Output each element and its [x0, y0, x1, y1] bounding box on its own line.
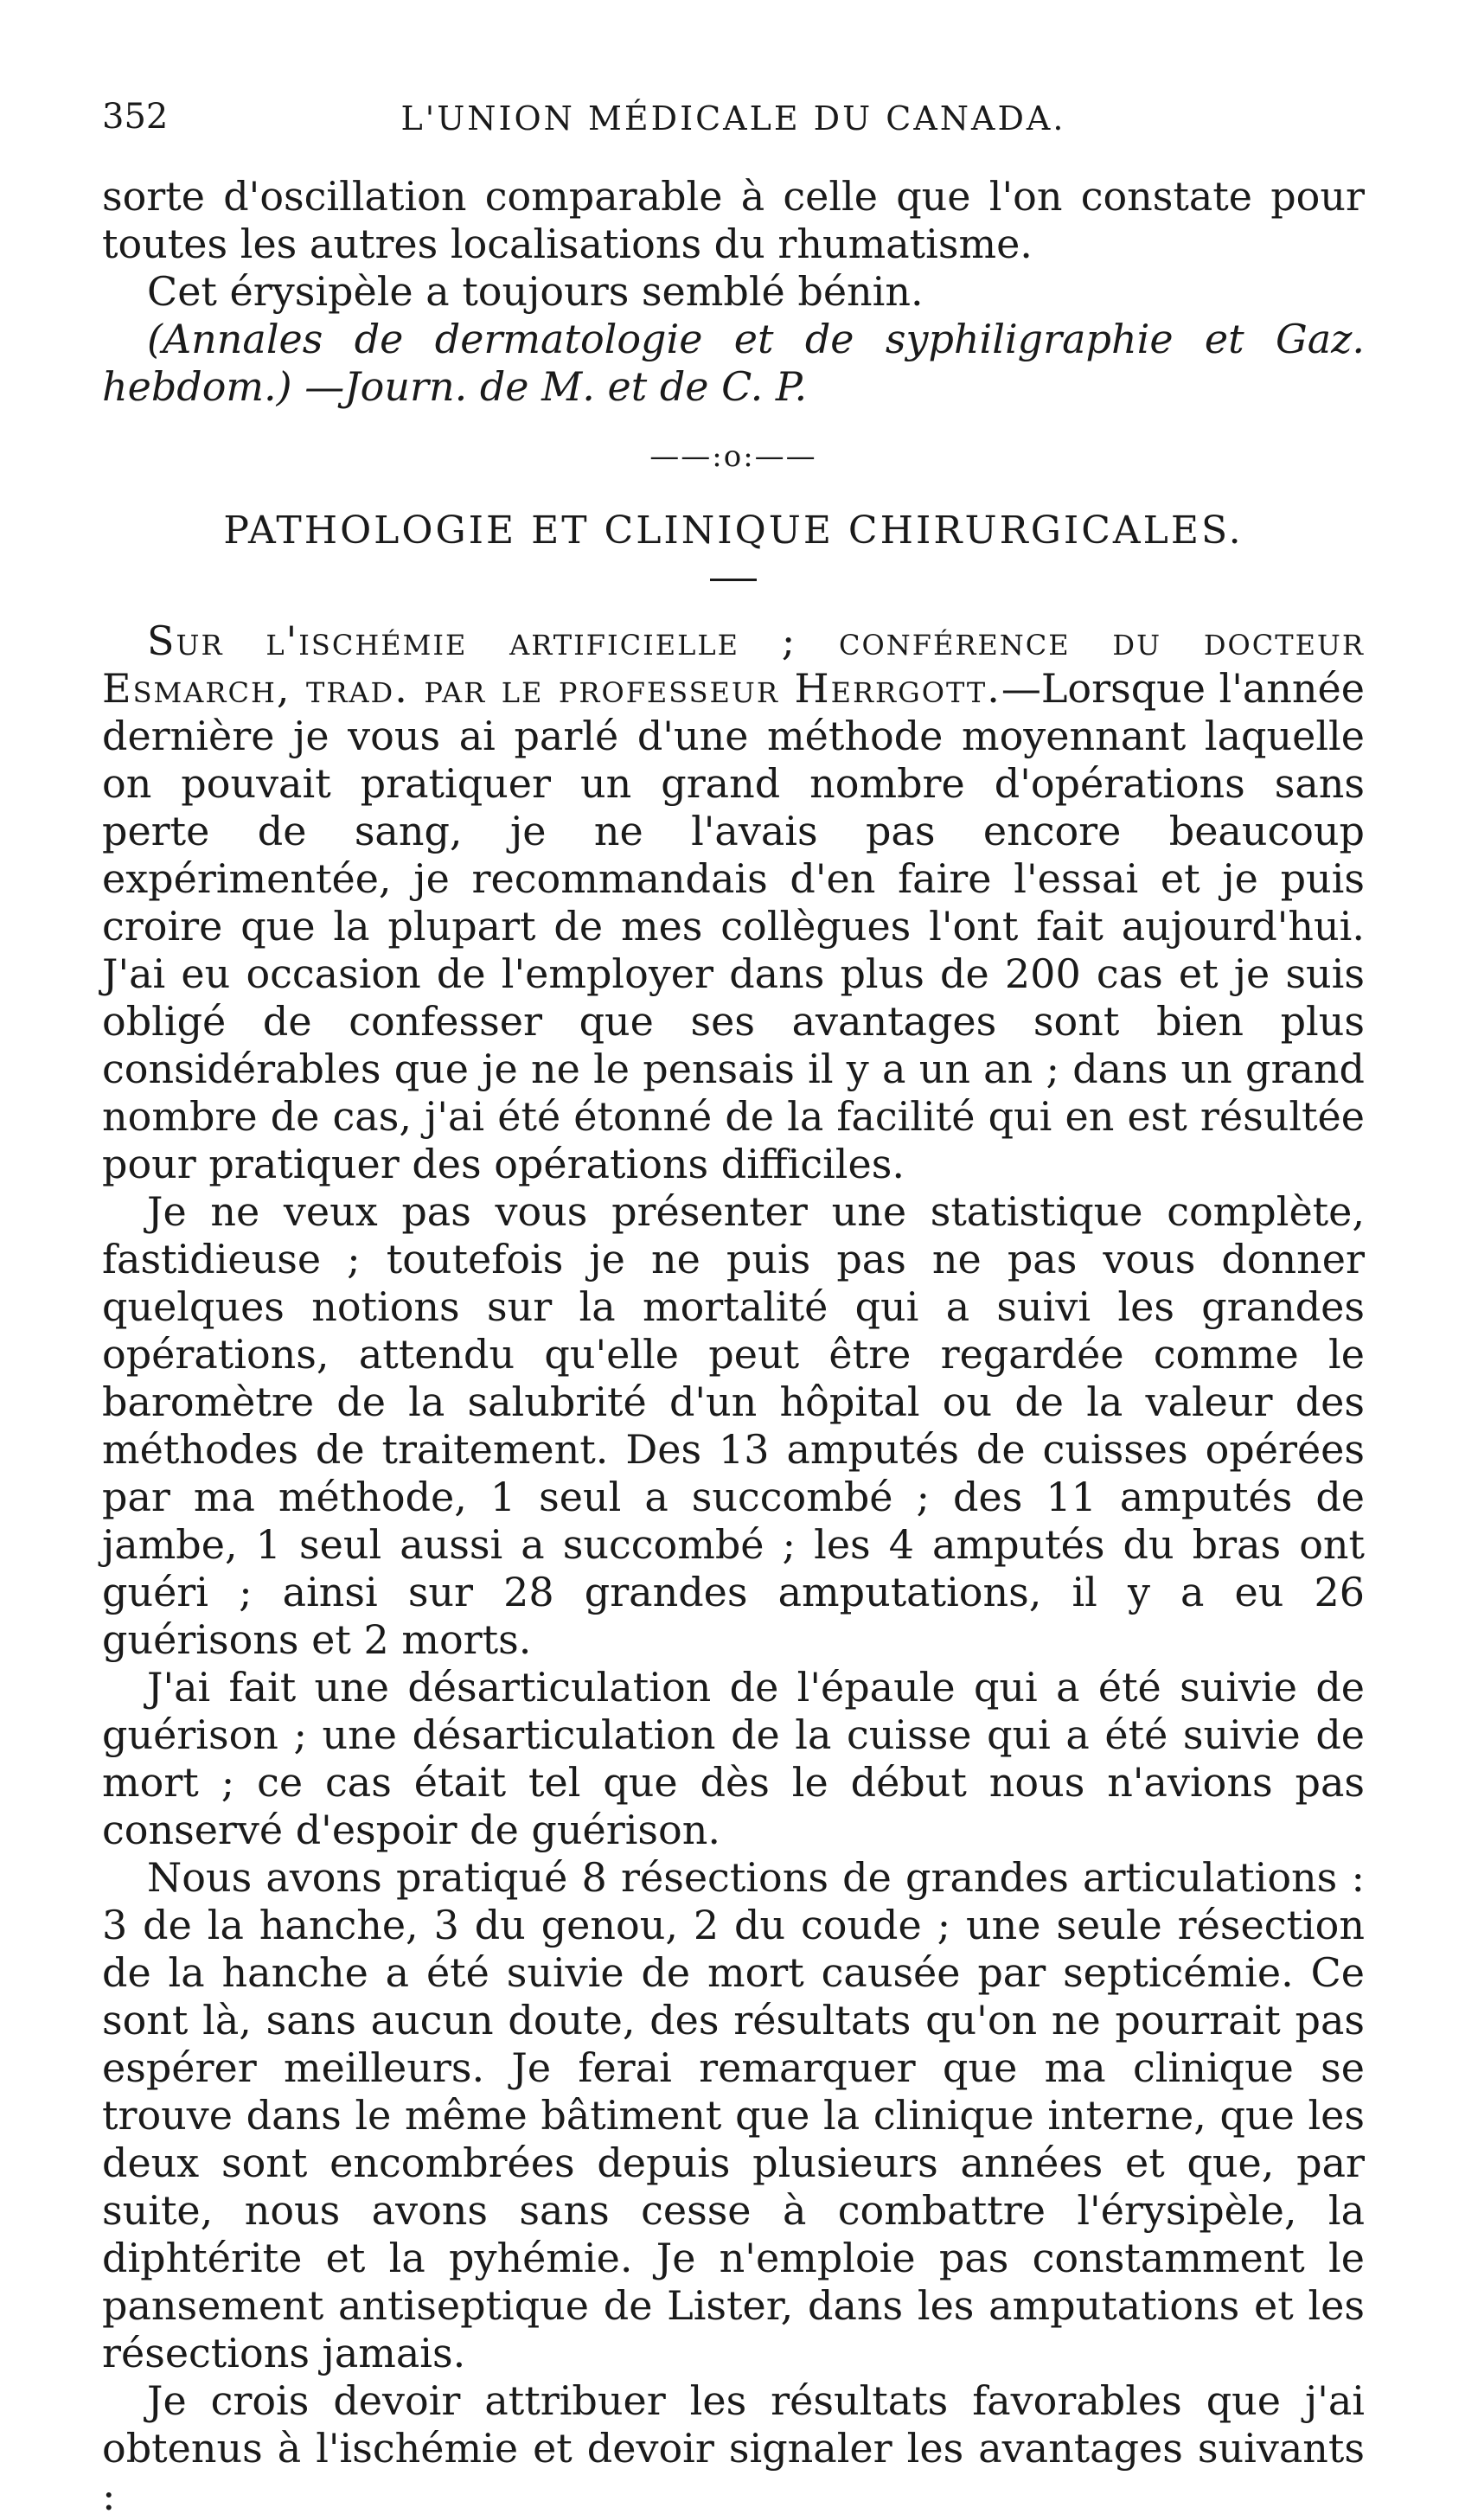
article-paragraph-1 [102, 617, 1365, 1188]
article-paragraph-1-text: —Lorsque l'année dernière je vous ai parlé d'une méthode moyennant laquelle on pouvait pratiquer un grand nombre d'opérations sans perte de sang, je ne l'avais pas encore beaucoup expérimentée, je recommandais d'en faire l'essai et je puis croire que la plupart de mes collègues l'ont fait aujourd'hui. J'ai eu occasion de l'employer dans plus de 200 cas et je suis obligé de confesser que ses avantages sont bien plus considérables que je ne le pensais il y a un an ; dans un grand nombre de cas, j'ai été étonné de la facilité qui en est résultée pour pratiquer des opérations difficiles. [102, 665, 1366, 1187]
article-lead: Sur l'ischémie artificielle ; conférence du docteur Esmarch, trad. par le professeur Herrgott. [102, 617, 1365, 712]
article-paragraph-3: J'ai fait une désarticulation de l'épaule qui a été suivie de guérison ; une désarticulation de la cuisse qui a été suivie de mort ; ce cas était tel que dès le début nous n'avions pas conservé d'espoir de guérison. [102, 1664, 1365, 1853]
journal-title: L'UNION MÉDICALE DU CANADA. [400, 99, 1066, 138]
article-paragraph-5: Je crois devoir attribuer les résultats favorables que j'ai obtenus à l'ischémie et devoir signaler les avantages suivants : [102, 2377, 1365, 2519]
article-paragraph-4: Nous avons pratiqué 8 résections de grandes articulations : 3 de la hanche, 3 du genou, 2 du coude ; une seule résection de la hanche a été suivie de mort causée par septicémie. Ce sont là, sans aucun doute, des résultats qu'on ne pourrait pas espérer meilleurs. Je ferai remarquer que ma clinique se trouve dans le même bâtiment que la clinique interne, que les deux sont encombrées depuis plusieurs années et que, par suite, nous avons sans cesse à combattre l'érysipèle, la diphtérite et la pyhémie. Je n'emploie pas constamment le pansement antiseptique de Lister, dans les amputations et les résections jamais. [102, 1854, 1365, 2376]
article-paragraph-2: Je ne veux pas vous présenter une statistique complète, fastidieuse ; toutefois je ne puis pas ne pas vous donner quelques notions sur la mortalité qui a suivi les grandes opérations, attendu qu'elle peut être regardée comme le baromètre de la salubrité d'un hôpital ou de la valeur des méthodes de traitement. Des 13 amputés de cuisses opérées par ma méthode, 1 seul a succombé ; des 11 amputés de jambe, 1 seul aussi a succombé ; les 4 amputés du bras ont guéri ; ainsi sur 28 grandes amputations, il y a eu 26 guérisons et 2 morts. [102, 1188, 1365, 1663]
continued-paragraph: sorte d'oscillation comparable à celle que l'on constate pour toutes les autres localisations du rhumatisme. [102, 173, 1365, 267]
source-citation: (Annales de dermatologie et de syphiligraphie et Gaz. hebdom.) —Journ. de M. et de C. P. [102, 316, 1365, 410]
journal-page [102, 93, 1365, 2520]
erysipelas-note: Cet érysipèle a toujours semblé bénin. [147, 268, 924, 315]
section-heading: PATHOLOGIE ET CLINIQUE CHIRURGICALES. [223, 508, 1244, 553]
section-separator: ——:o:—— [649, 439, 817, 474]
running-head [102, 93, 1365, 145]
heading-rule [710, 579, 757, 581]
page-number: 352 [102, 97, 169, 137]
